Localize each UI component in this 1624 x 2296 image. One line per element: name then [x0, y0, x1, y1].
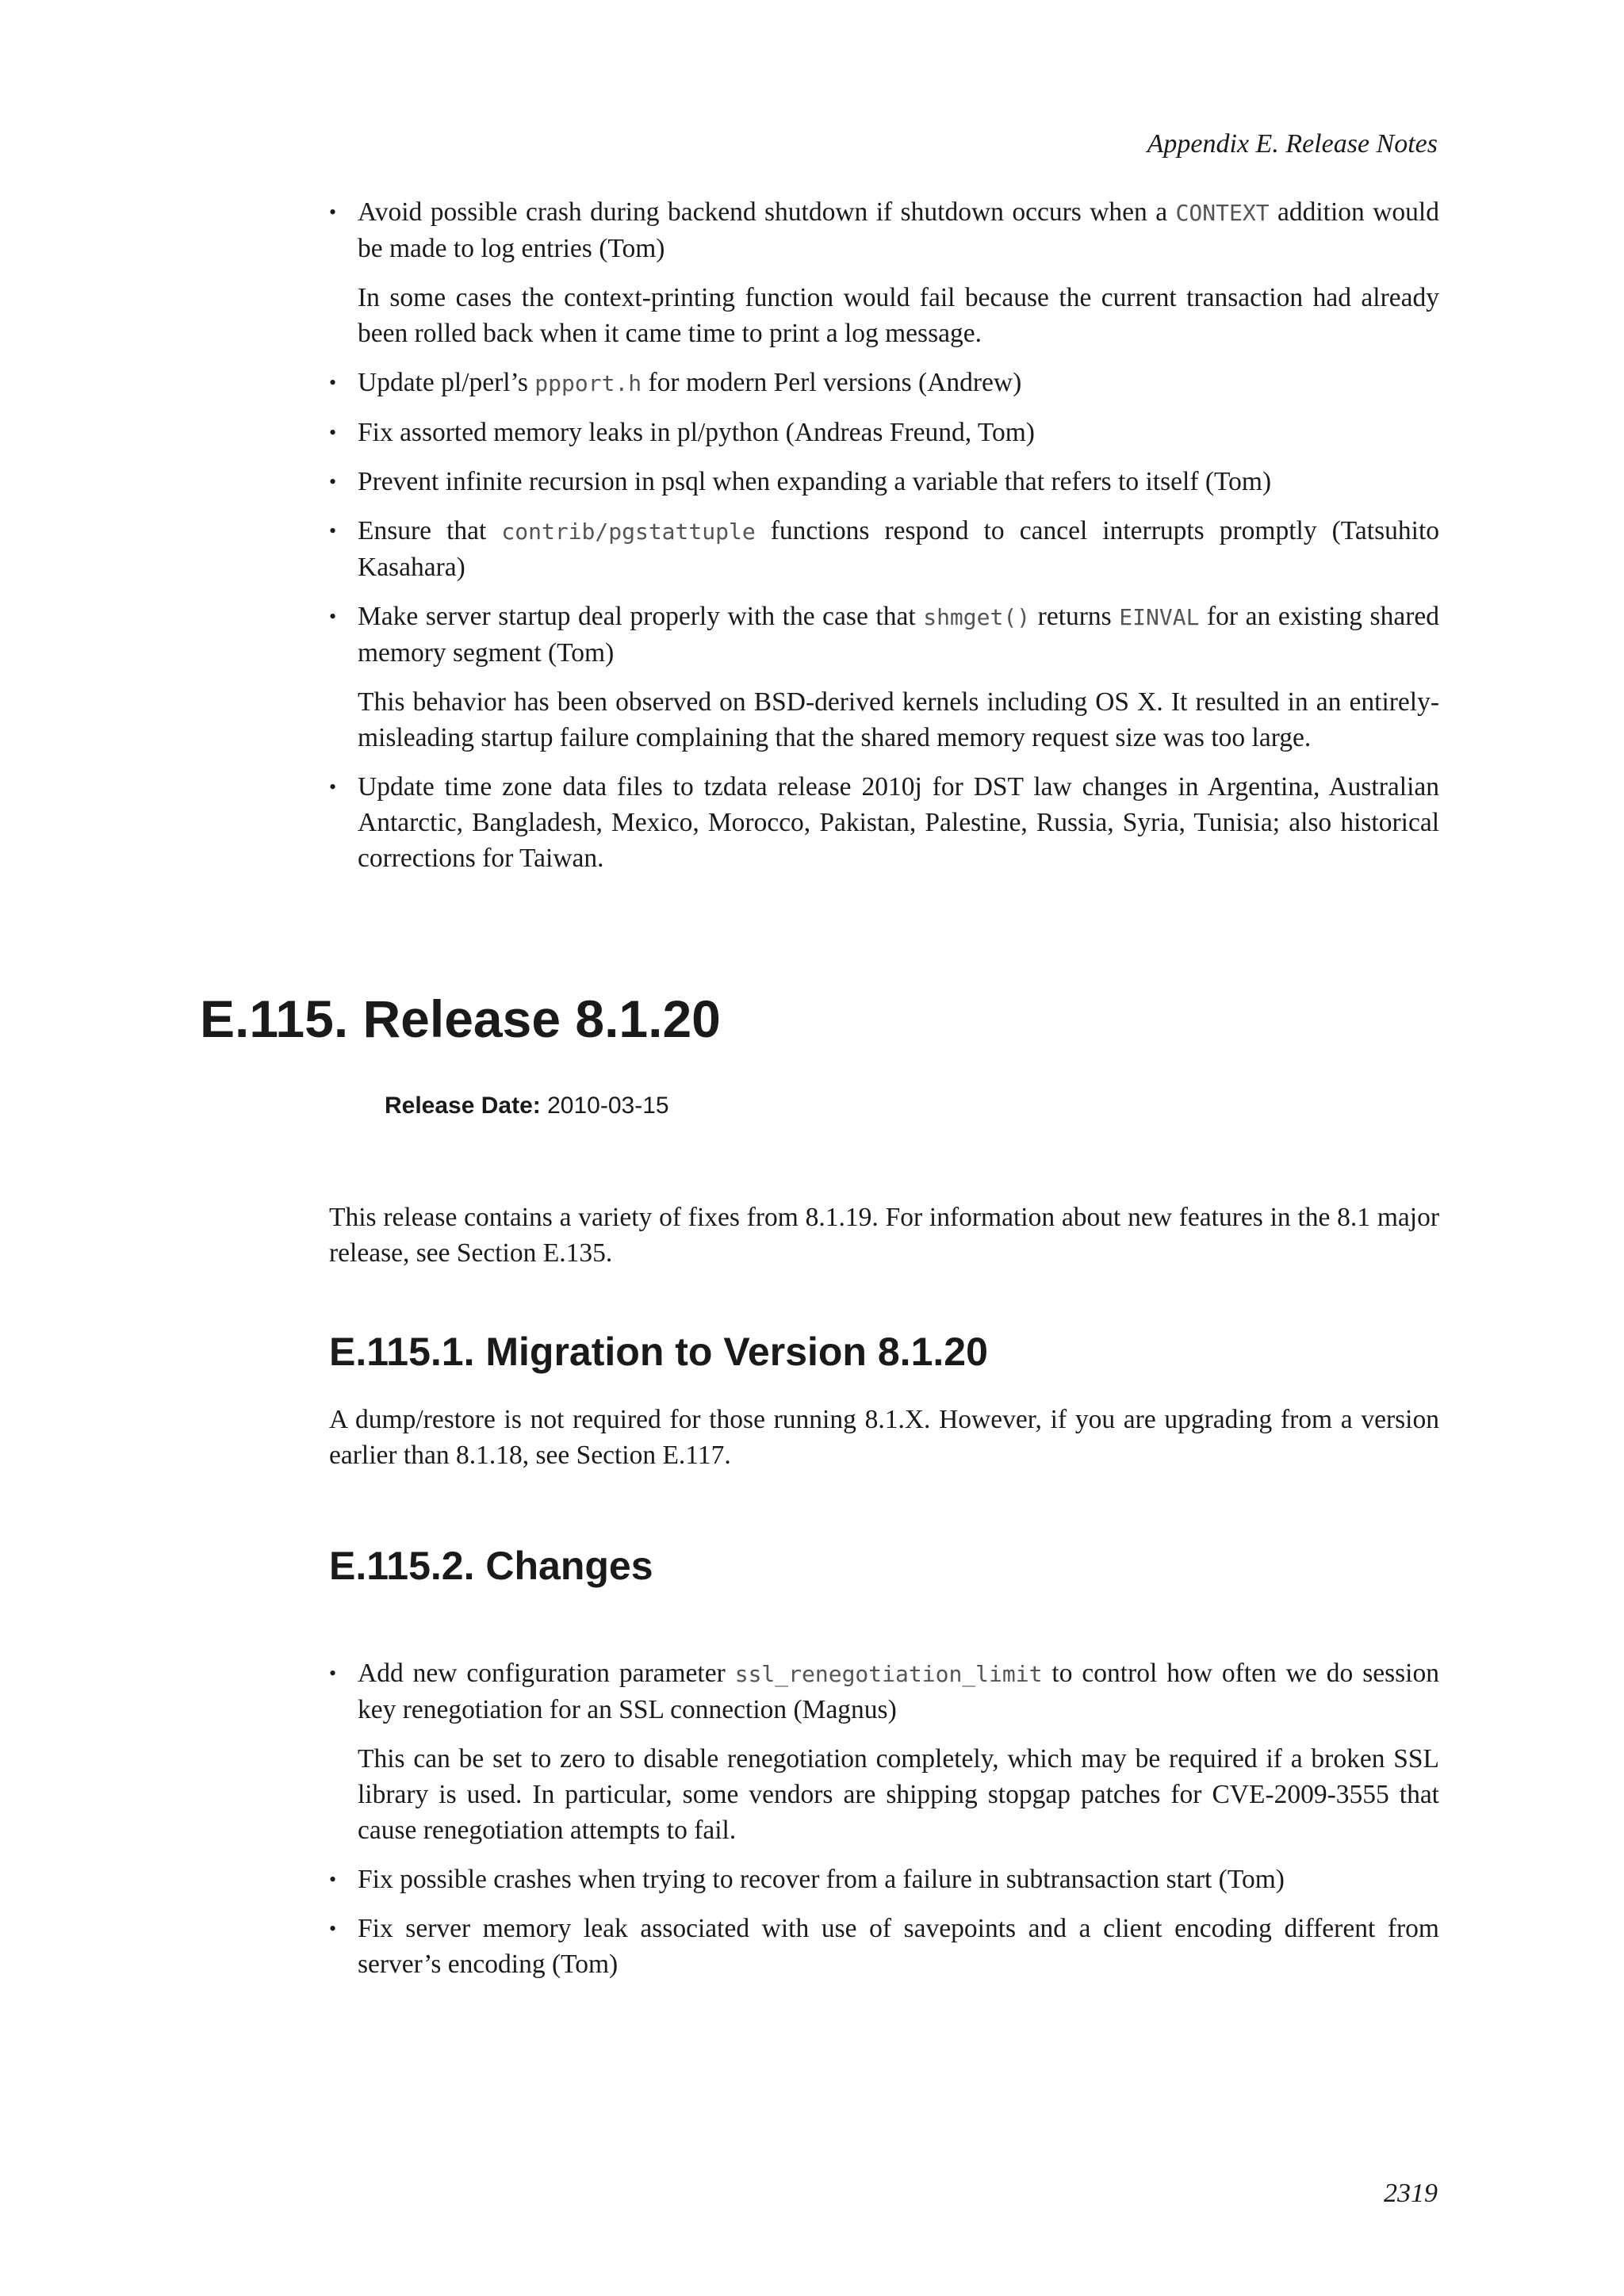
text-run: Update pl/perl’s [358, 368, 535, 397]
migration-text: A dump/restore is not required for those running 8.1.X. However, if you are upgrading from a version earlier than 8.1.18, see Section E.117. [329, 1405, 1439, 1470]
code-literal: ppport.h [534, 370, 642, 396]
item-text: • Update time zone data files to tzdata release 2010j for DST law changes in Argentina, Australian Antarctic, Bangladesh, Mexico, Morocco, Pakistan, Palestine, Russia, Syria, Tunisia; also historical corrections for Taiwan. [358, 772, 1439, 873]
text-run: functions respond to cancel interrupts promptly (Tatsuhito Kasahara) [358, 516, 1440, 582]
text-run: addition would be made to log entries (Tom) [358, 197, 1439, 263]
list-item [329, 1655, 1439, 1848]
release-date [385, 1090, 669, 1122]
code-literal: contrib/pgstattuple [501, 519, 756, 545]
change-list [329, 1655, 1439, 1982]
item-detail: This behavior has been observed on BSD-derived kernels including OS X. It resulted in an entirely-misleading startup failure complaining that the shared memory request size was too large. [358, 687, 1439, 752]
text-run: Ensure that [358, 516, 502, 545]
text-run: to control how often we do session key renegotiation for an SSL connection (Magnus) [358, 1659, 1439, 1724]
changes-section [329, 1655, 1439, 1996]
item-text [358, 365, 1439, 401]
code-literal: ssl_renegotiation_limit [734, 1661, 1043, 1687]
item-detail: This can be set to zero to disable renegotiation completely, which may be required if a broken SSL library is used. In particular, some vendors are shipping stopgap patches for CVE-2009-3555 that cause renegotiation attempts to fail. [358, 1744, 1439, 1845]
text-run: Add new configuration parameter [358, 1659, 735, 1688]
item-text [358, 194, 1439, 266]
list-item [329, 599, 1439, 756]
change-list [329, 194, 1439, 876]
item-text: • Fix assorted memory leaks in pl/python (Andreas Freund, Tom) [358, 418, 1035, 447]
text-run: for an existing shared memory segment (Tom) [358, 602, 1439, 668]
list-item [329, 415, 1439, 450]
code-literal: shmget() [923, 604, 1031, 630]
release-intro: This release contains a variety of fixes from 8.1.19. For information about new features in the 8.1 major release, see Section E.135. [329, 1203, 1439, 1268]
code-literal: CONTEXT [1175, 200, 1270, 226]
page-number: 2319 [1384, 2179, 1438, 2208]
item-detail: In some cases the context-printing function would fail because the current transaction had already been rolled back when it came time to print a log message. [358, 283, 1439, 348]
item-text [358, 599, 1439, 671]
code-literal: EINVAL [1119, 604, 1200, 630]
release-date-label: Release Date: [385, 1093, 541, 1119]
text-run: Make server startup deal properly with the case that [358, 602, 924, 631]
list-item [329, 1862, 1439, 1897]
list-item [329, 194, 1439, 351]
release-heading: E.115. Release 8.1.20 [200, 989, 721, 1048]
item-text [358, 1655, 1439, 1728]
list-item [329, 769, 1439, 876]
previous-release-changes [329, 194, 1439, 890]
text-run: Avoid possible crash during backend shutdown if shutdown occurs when a [358, 197, 1176, 227]
item-text: • Prevent infinite recursion in psql when expanding a variable that refers to itself (Tom) [358, 467, 1272, 496]
release-date-value: 2010-03-15 [547, 1093, 669, 1119]
item-text: • Fix server memory leak associated with use of savepoints and a client encoding different from server’s encoding (Tom) [358, 1914, 1439, 1979]
migration-heading: E.115.1. Migration to Version 8.1.20 [329, 1330, 988, 1374]
changes-heading: E.115.2. Changes [329, 1544, 653, 1588]
list-item [329, 365, 1439, 401]
list-item [329, 513, 1439, 585]
item-text [358, 513, 1439, 585]
item-text: • Fix possible crashes when trying to recover from a failure in subtransaction start (Tom) [358, 1865, 1285, 1894]
list-item [329, 464, 1439, 499]
text-run: returns [1030, 602, 1120, 631]
list-item [329, 1911, 1439, 1982]
text-run: for modern Perl versions (Andrew) [642, 368, 1022, 397]
running-header: Appendix E. Release Notes [1147, 129, 1438, 159]
